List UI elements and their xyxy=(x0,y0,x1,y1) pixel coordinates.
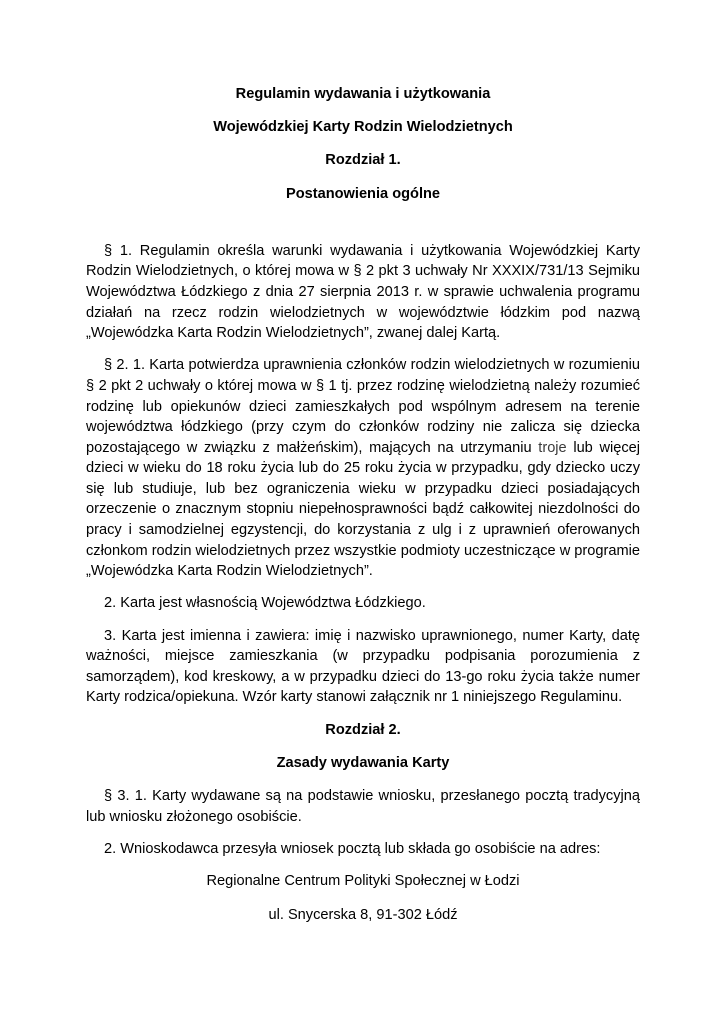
highlighted-word: troje xyxy=(538,439,567,456)
address-institution: Regionalne Centrum Polityki Społecznej w Łodzi xyxy=(206,872,520,889)
paragraph-3-point-2: 2. Wnioskodawca przesyła wniosek pocztą lub składa go osobiście na adres: xyxy=(104,840,601,857)
document-page xyxy=(86,84,640,938)
paragraph-2-point-1-text-start: § 2. 1. Karta potwierdza uprawnienia członków rodzin wielodzietnych w rozumieniu § 2 pkt 2 uchwały o której mowa w § 1 tj. przez rodzinę wielodzietną należy rozumieć rodzinę lub opiekunów dzieci zamieszkałych pod wspólnym adresem na terenie województwa łódzkiego (przy czym do członków rodziny nie zalicza się dziecka pozostającego w związku z małżeńskim), mających na utrzymaniu xyxy=(86,357,640,456)
document-title-line-2: Wojewódzkiej Karty Rodzin Wielodzietnych xyxy=(213,119,513,136)
paragraph-2-point-3: 3. Karta jest imienna i zawiera: imię i nazwisko uprawnionego, numer Karty, datę ważności, miejsce zamieszkania (w przypadku podpisania porozumienia z samorządem), kod kreskowy, a w przypadku dzieci do 13-go roku życia także numer Karty rodzica/opiekuna. Wzór karty stanowi załącznik nr 1 niniejszego Regulaminu. xyxy=(86,627,640,706)
paragraph-2-point-1-text-end: lub więcej dzieci w wieku do 18 roku życia lub do 25 roku życia w przypadku, gdy dziecko uczy się lub studiuje, lub bez ograniczenia wieku w przypadku dzieci posiadających orzeczenie o znacznym stopniu niepełnosprawności bądź całkowitej niezdolności do pracy i samodzielnej egzystencji, do korzystania z ulg i z uprawnień oferowanych członkom rodzin wielodzietnych przez wszystkie podmioty uczestniczące w programie „Wojewódzka Karta Rodzin Wielodzietnych”. xyxy=(86,439,641,580)
spacer xyxy=(86,217,640,241)
address-street: ul. Snycerska 8, 91-302 Łódź xyxy=(268,906,458,923)
document-title-line-1: Regulamin wydawania i użytkowania xyxy=(235,86,491,102)
chapter-2-name: Zasady wydawania Karty xyxy=(276,754,450,771)
paragraph-3-point-1: § 3. 1. Karty wydawane są na podstawie wniosku, przesłanego pocztą tradycyjną lub wniosku złożonego osobiście. xyxy=(86,787,640,825)
paragraph-1: § 1. Regulamin określa warunki wydawania i użytkowania Wojewódzkiej Karty Rodzin Wielodzietnych, o której mowa w § 2 pkt 3 uchwały Nr XXXIX/731/13 Sejmiku Województwa Łódzkiego z dnia 27 sierpnia 2013 r. w sprawie uchwalenia programu działań na rzecz rodzin wielodzietnych w województwie łódzkim pod nazwą „Wojewódzka Karta Rodzin Wielodzietnych”, zwanej dalej Kartą. xyxy=(86,242,640,342)
paragraph-2-point-1 xyxy=(86,355,640,582)
chapter-1-label: Rozdział 1. xyxy=(325,152,401,169)
chapter-2-label: Rozdział 2. xyxy=(325,721,401,738)
chapter-1-name: Postanowienia ogólne xyxy=(285,185,441,202)
paragraph-2-point-2: 2. Karta jest własnością Województwa Łódzkiego. xyxy=(104,595,426,612)
